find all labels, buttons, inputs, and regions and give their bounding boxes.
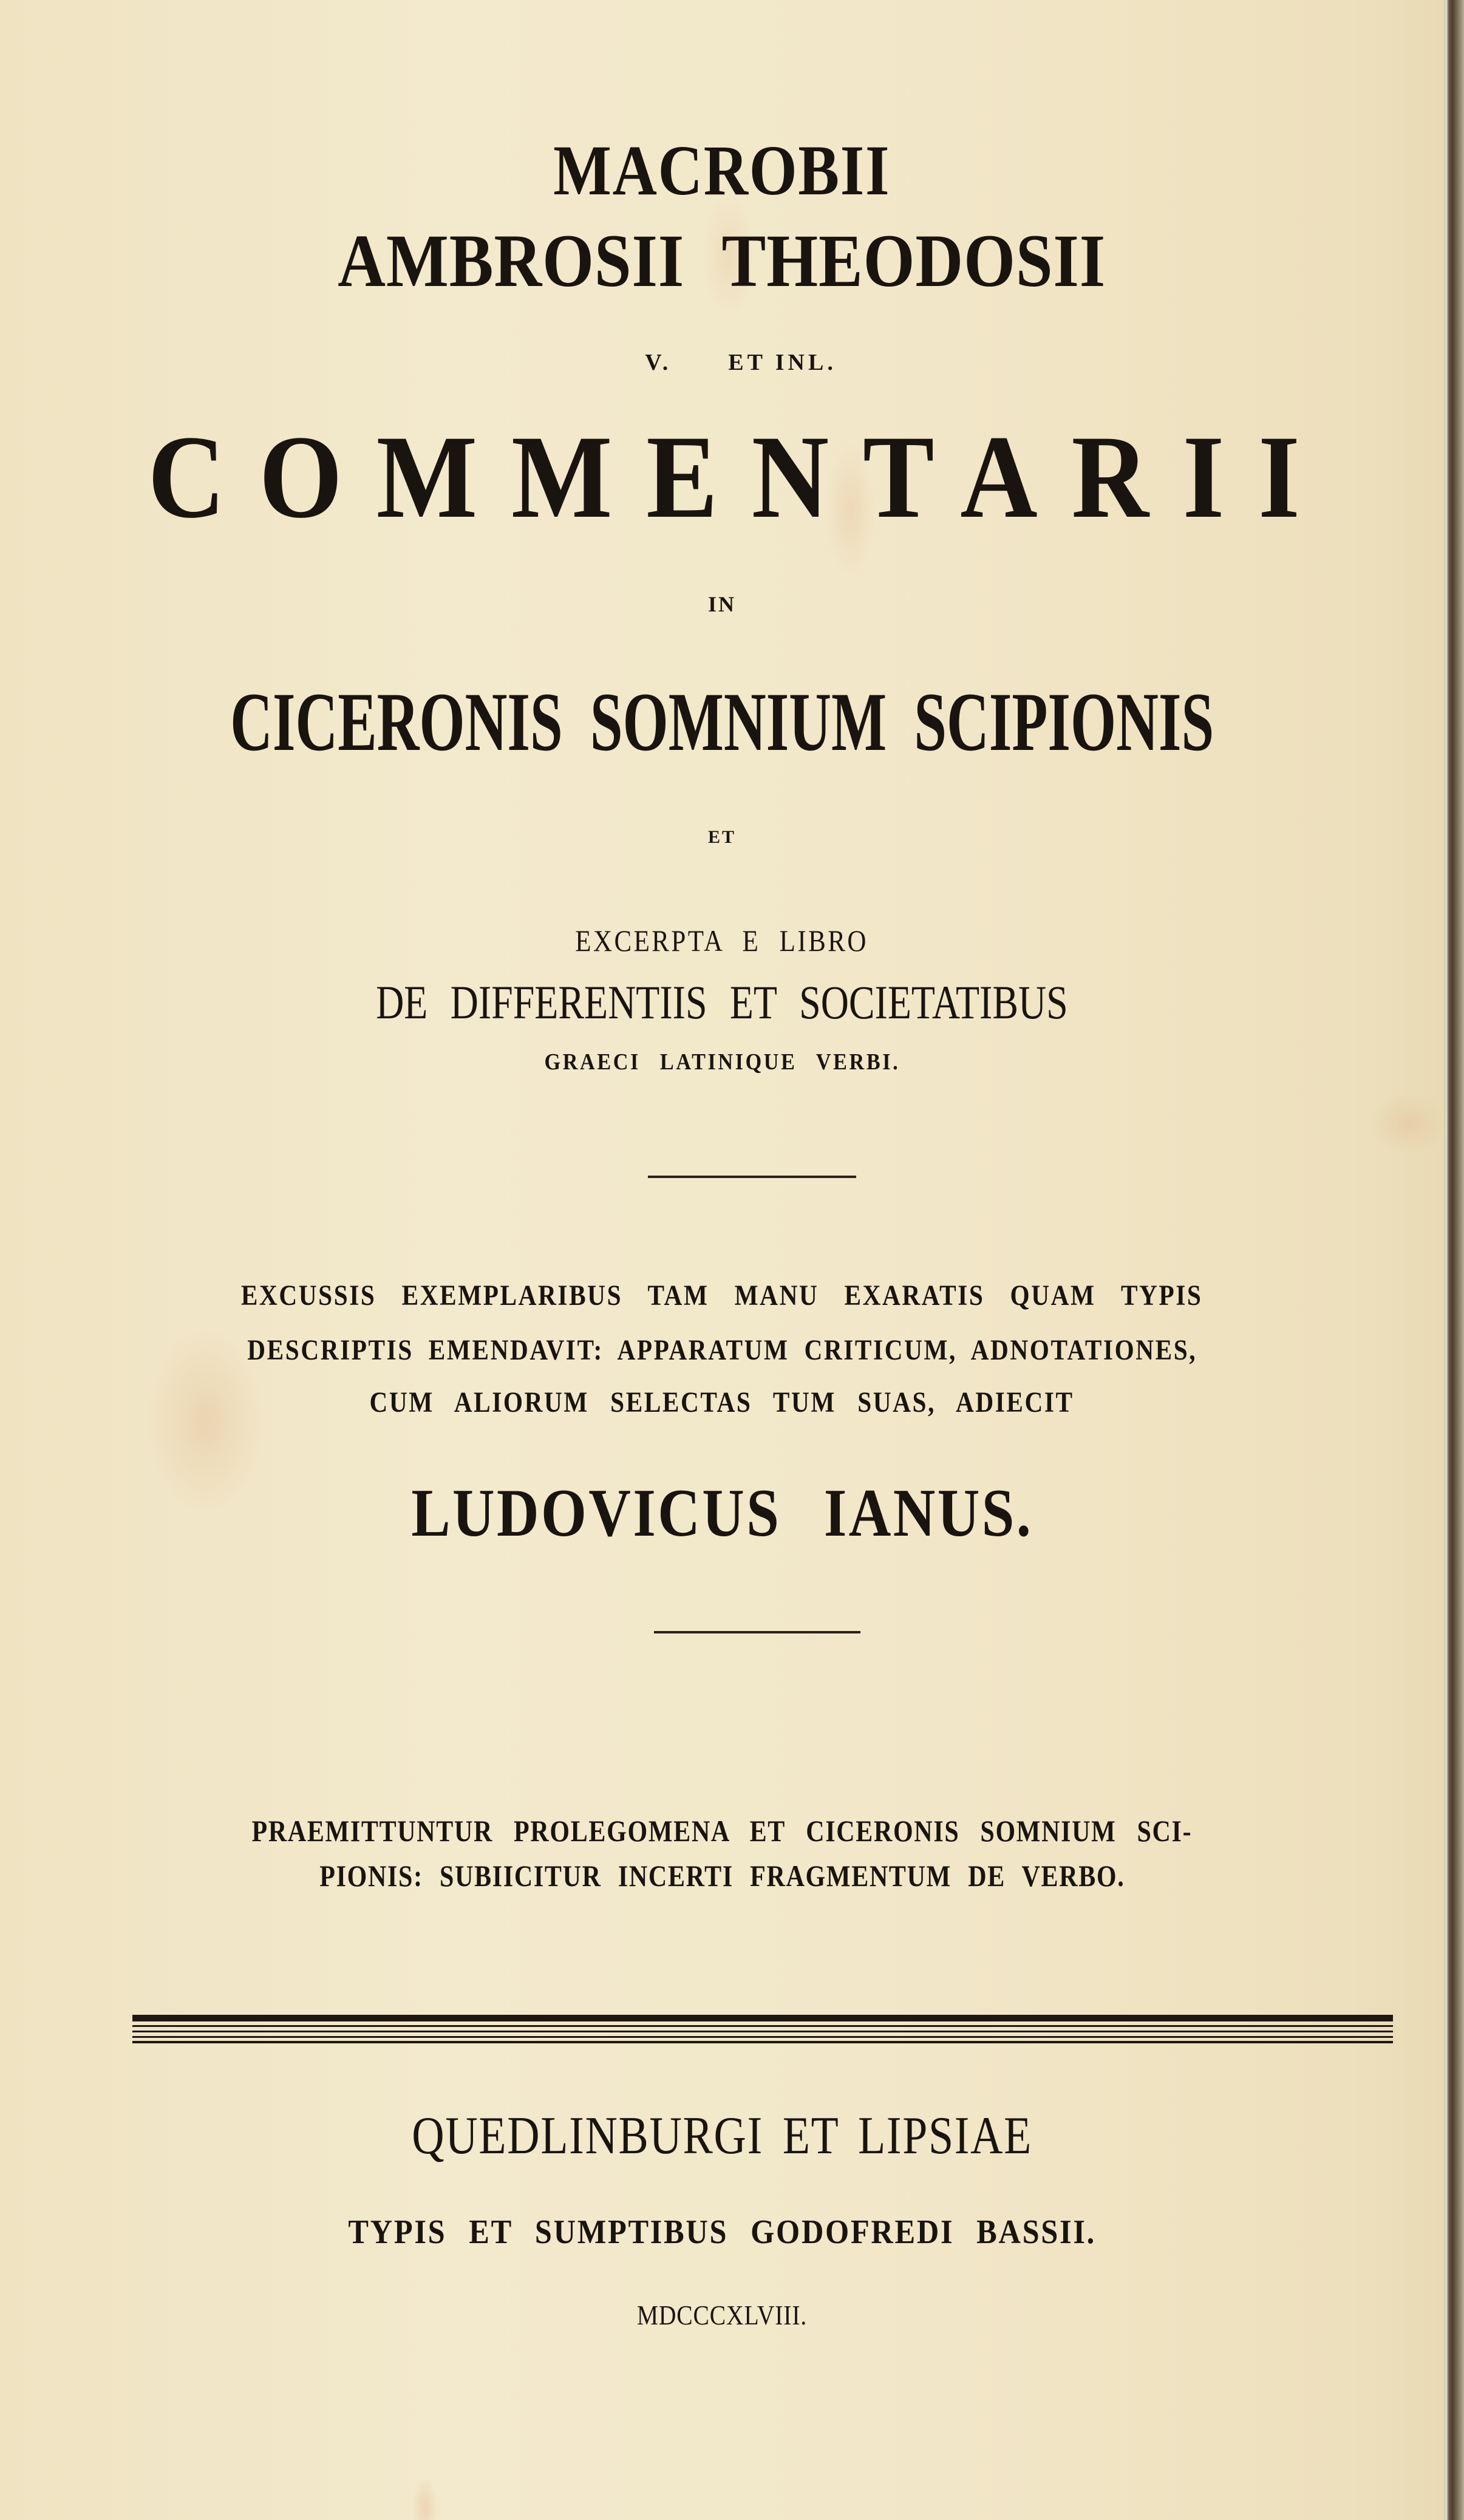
imprint-publisher <box>0 2215 1444 2249</box>
excerpt-line-3-text: GRAECI LATINIQUE VERBI. <box>544 1049 900 1075</box>
imprint-place <box>0 2106 1444 2165</box>
main-title <box>0 411 1444 543</box>
author-line-2-text: AMBROSII THEODOSII <box>338 219 1106 302</box>
editor-name <box>0 1476 1444 1551</box>
excerpt-line-1 <box>0 925 1444 956</box>
author-line-1 <box>0 131 1444 210</box>
editor-name-text: LUDOVICUS IANUS. <box>411 1476 1033 1551</box>
divider-rule-1 <box>648 1176 856 1178</box>
connector-et <box>0 828 1444 846</box>
contents-note-line-1-text: PRAEMITTUNTUR PROLEGOMENA ET CICERONIS SOMNIUM SCI- <box>251 1814 1193 1848</box>
imprint-place-text: QUEDLINBURGI ET LIPSIAE <box>412 2106 1032 2165</box>
connector-et-text: ET <box>707 827 737 847</box>
editor-description-line-1-text: EXCUSSIS EXEMPLARIBUS TAM MANU EXARATIS QUAM TYPIS <box>241 1279 1203 1312</box>
imprint-year <box>0 2301 1444 2329</box>
contents-note-line-1 <box>0 1816 1444 1846</box>
author-titles <box>0 328 1444 397</box>
excerpt-line-2 <box>0 976 1444 1029</box>
divider-rule-2 <box>654 1631 860 1633</box>
subject-title-text: CICERONIS SOMNIUM SCIPIONIS <box>230 675 1214 768</box>
author-line-1-text: MACROBII <box>553 131 891 210</box>
book-spine-edge <box>1444 0 1464 2520</box>
editor-description-line-1 <box>0 1281 1444 1310</box>
imprint-publisher-text: TYPIS ET SUMPTIBUS GODOFREDI BASSII. <box>348 2213 1096 2251</box>
connector-in <box>0 593 1444 615</box>
editor-description-line-3 <box>0 1388 1444 1417</box>
imprint-year-text: MDCCCXLVIII. <box>636 2300 808 2331</box>
excerpt-line-3 <box>0 1051 1444 1074</box>
contents-note-line-2 <box>0 1861 1444 1891</box>
excerpt-line-2-text: DE DIFFERENTIIS ET SOCIETATIBUS <box>376 976 1068 1029</box>
editor-description-line-2 <box>0 1336 1444 1365</box>
imprint-divider-rule <box>132 2015 1393 2044</box>
author-line-2 <box>0 219 1444 302</box>
excerpt-line-1-text: EXCERPTA E LIBRO <box>575 924 869 958</box>
editor-description-line-2-text: DESCRIPTIS EMENDAVIT: APPARATUM CRITICUM, ADNOTATIONES, <box>247 1334 1197 1366</box>
editor-description-line-3-text: CUM ALIORUM SELECTAS TUM SUAS, ADIECIT <box>369 1386 1075 1418</box>
main-title-text: COMMENTARII <box>148 411 1334 543</box>
connector-in-text: IN <box>707 592 736 616</box>
author-titles-text: V. ET INL. <box>645 350 837 375</box>
contents-note-line-2-text: PIONIS: SUBIICITUR INCERTI FRAGMENTUM DE VERBO. <box>319 1859 1125 1893</box>
subject-title <box>0 675 1444 768</box>
